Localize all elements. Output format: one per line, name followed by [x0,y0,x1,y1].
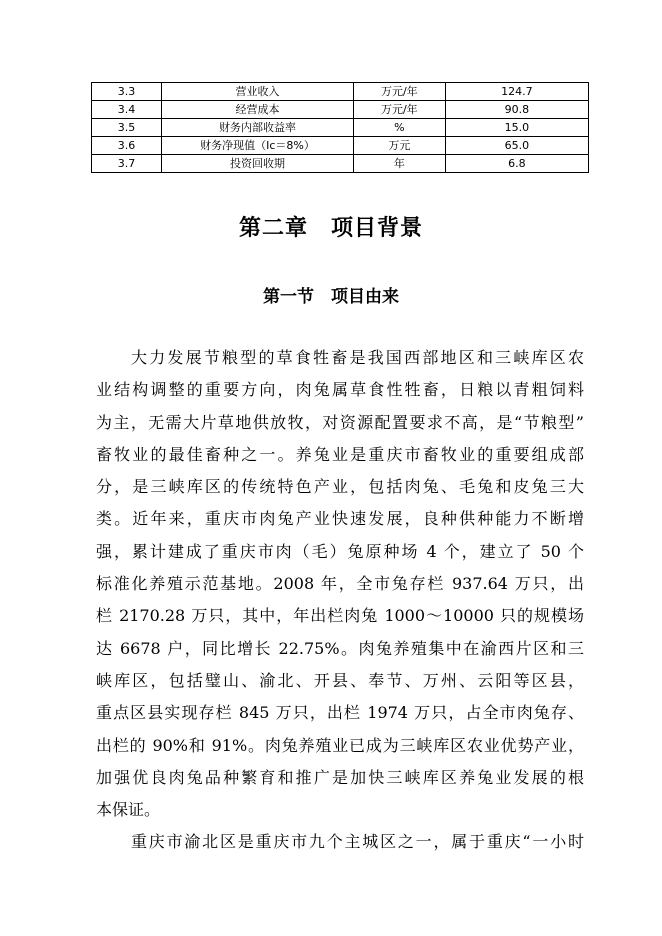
indicator-unit: % [353,119,445,137]
paragraph-line: 强，累计建成了重庆市肉（毛）兔原种场 4 个，建立了 50 个 [96,541,584,561]
paragraph-line: 峡库区，包括璧山、渝北、开县、奉节、万州、云阳等区县， [96,670,584,690]
table-row [92,155,589,173]
row-number: 3.4 [92,101,162,119]
paragraph-line: 出栏的 90%和 91%。肉兔养殖业已成为三峡库区农业优势产业， [96,735,584,755]
table-row [92,119,589,137]
paragraph-line: 业结构调整的重要方向，肉兔属草食性牲畜，日粮以青粗饲料 [96,380,584,400]
indicator-value: 6.8 [445,155,588,173]
paragraph-line: 栏 2170.28 万只，其中，年出栏肉兔 1000～10000 只的规模场 [96,606,584,626]
indicator-name: 投资回收期 [162,155,354,173]
paragraph-line: 加强优良肉兔品种繁育和推广是加快三峡库区养兔业发展的根 [96,767,584,787]
row-number: 3.5 [92,119,162,137]
indicator-table [91,82,589,173]
indicator-name: 营业收入 [162,83,354,101]
indicator-value: 15.0 [445,119,588,137]
table-row [92,101,589,119]
indicator-unit: 万元/年 [353,101,445,119]
paragraph-line: 大力发展节粮型的草食牲畜是我国西部地区和三峡库区农 [131,348,584,367]
paragraph-line: 畜牧业的最佳畜种之一。养兔业是重庆市畜牧业的重要组成部 [96,444,584,464]
indicator-name: 经营成本 [162,101,354,119]
indicator-value: 90.8 [445,101,588,119]
paragraph-line: 类。近年来，重庆市肉兔产业快速发展，良种供种能力不断增 [96,509,584,529]
indicator-value: 124.7 [445,83,588,101]
paragraph-line: 标准化养殖示范基地。2008 年，全市兔存栏 937.64 万只，出 [96,574,584,594]
indicator-unit: 万元 [353,137,445,155]
chapter-title: 第二章 项目背景 [238,216,423,241]
row-number: 3.7 [92,155,162,173]
paragraph-line: 达 6678 户，同比增长 22.75%。肉兔养殖集中在渝西片区和三 [96,638,584,658]
indicator-name: 财务内部收益率 [162,119,354,137]
body-text [96,342,584,859]
paragraph-line: 分，是三峡库区的传统特色产业，包括肉兔、毛兔和皮兔三大 [96,477,584,497]
table-row [92,83,589,101]
paragraph-line: 本保证。 [96,800,161,820]
row-number: 3.3 [92,83,162,101]
paragraph-line: 重点区县实现存栏 845 万只，出栏 1974 万只，占全市肉兔存、 [96,703,584,723]
row-number: 3.6 [92,137,162,155]
paragraph-line: 为主，无需大片草地供放牧，对资源配置要求不高，是“节粮型” [96,412,584,432]
indicator-value: 65.0 [445,137,588,155]
indicator-name: 财务净现值（Ic＝8%） [162,137,354,155]
table-row [92,137,589,155]
indicator-unit: 年 [353,155,445,173]
section-title: 第一节 项目由来 [263,287,399,307]
paragraph-line: 重庆市渝北区是重庆市九个主城区之一，属于重庆“一小时 [131,832,584,852]
indicator-unit: 万元/年 [353,83,445,101]
